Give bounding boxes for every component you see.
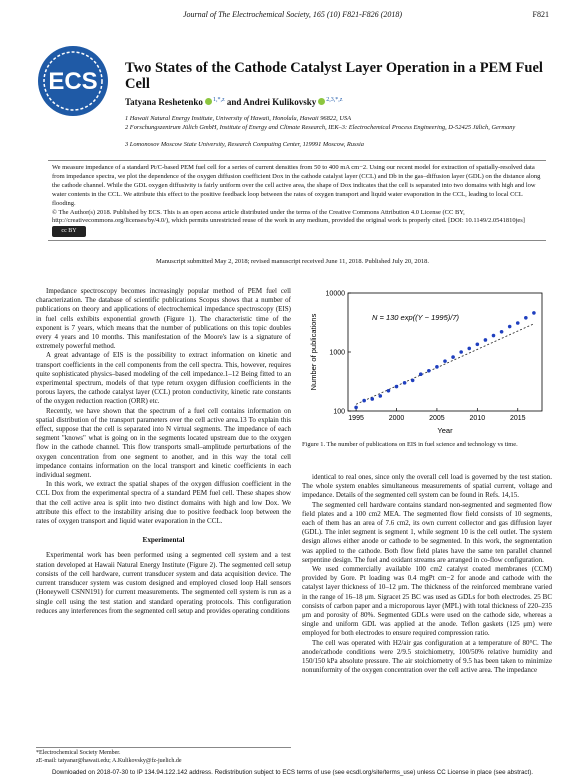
copyright-line[interactable]: © The Author(s) 2018. Published by ECS. This is an open access article distributed under the terms of the Creative Commons Attribution 4.0 License (CC BY, http://creativecommons.org/licenses/by/4.0/), which permits unrestricted reuse of the work in any medium, provided the original work is properly cited. [DOI: 10.1149/2.0541810jes] xyxy=(52,208,525,225)
paragraph: Impedance spectroscopy becomes increasingly popular method of PEM fuel cell characterization. The database of scientific publications Scopus shows that a number of publications on theory and applications of electrochemical impedance spectroscopy (EIS) in fuel cells exhibits exponential growth (Figure 1). The characteristic time of the exponent is 7 years, which means that the number of publications on this topic doubles every 4 years and 10 months. This manifestation of the Moore's law is a signature of extremely powerful method. xyxy=(36,287,291,351)
section-heading-experimental: Experimental xyxy=(142,536,185,545)
paragraph: Recently, we have shown that the spectrum of a fuel cell contains information on spatial distribution of the transport parameters over the cell active area.13 To explain this effect, suppose that the cell is separated into N virtual segments. The impedance of each segment "knows" what is going on in the segments located upstream due to the oxygen flow in the cathode channel. This flow transports small–amplitude perturbations of the oxygen concentration from one segment to another, and in this way the total cell impedance contains information on the local transport and kinetic coefficients in each individual segment. xyxy=(36,406,291,480)
orcid-icon[interactable] xyxy=(318,98,325,105)
author-1-sup: 1,*,z xyxy=(212,97,225,103)
affiliation-2: 2 Forschungszentrum Jülich GmbH, Institute of Energy and Climate Research, IEK–3: Electrochemical Process Engineering, D-52425 Jülich, Germany xyxy=(125,124,516,131)
paragraph: The cell was operated with H2/air gas configuration at a temperature of 80°C. The anode/cathode conditions were 2/9.5 stoichiometry, 100/50% relative humidity and 150/150 kPa absolute pressure. The air stoichiometry of 9.5 has been taken to minimize nonuniformity of the oxygen concentration over the cell active area. The impedance xyxy=(302,638,552,675)
footnote-member: *Electrochemical Society Member. xyxy=(36,750,121,756)
orcid-icon[interactable] xyxy=(205,98,212,105)
x-tick-label: 1995 xyxy=(348,415,364,422)
fit-line xyxy=(356,324,534,405)
data-point xyxy=(403,381,407,385)
data-point xyxy=(370,397,374,401)
paragraph: We used commercially available 100 cm2 catalyst coated membranes (CCM) provided by Gore. Pt loading was 0.4 mgPt cm−2 for anode and cathode with the catalyst layer thickness of 10–12 μm. The thickness of the reinforced membrane varied in the range of 16–18 μm. Sigracet 25 BC was used as GDLs for both electrodes. 25 BC consists of carbon paper and a microporous layer (MPL) with total thickness of 220–235 μm and porosity of 80%. Segmented GDLs were used on the cathode side, whereas a single and uniform GDL was applied at the anode. Teflon gaskets (125 μm) were employed for both electrodes to ensure required compression ratio. xyxy=(302,565,552,638)
y-tick-label: 100 xyxy=(333,408,345,416)
data-point xyxy=(459,350,463,354)
affiliation-1: 1 Hawaii Natural Energy Institute, University of Hawaii, Honolulu, Hawaii 96822, USA xyxy=(125,115,352,122)
logo-text: ECS xyxy=(48,68,98,95)
data-point xyxy=(362,399,366,403)
data-point xyxy=(419,372,423,376)
author-1[interactable]: Tatyana Reshetenko xyxy=(125,97,203,107)
paper-title: Two States of the Cathode Catalyst Layer Operation in a PEM Fuel Cell xyxy=(125,60,543,92)
y-tick-label: 10000 xyxy=(325,290,345,298)
data-point xyxy=(467,347,471,351)
data-point xyxy=(492,334,496,338)
x-tick-label: 2010 xyxy=(469,415,486,422)
y-axis-label: Number of publications xyxy=(309,313,318,391)
left-column xyxy=(36,287,291,616)
affiliation-3: 3 Lomonosov Moscow State University, Research Computing Center, 119991 Moscow, Russia xyxy=(125,141,364,148)
data-point xyxy=(451,355,455,359)
data-point xyxy=(395,385,399,389)
y-tick-label: 1000 xyxy=(329,349,345,357)
abstract xyxy=(48,160,546,241)
data-point xyxy=(516,321,520,325)
submission-dates: Manuscript submitted May 2, 2018; revised manuscript received June 11, 2018. Published July 20, 2018. xyxy=(156,258,429,265)
data-point xyxy=(354,406,358,410)
cc-by-icon[interactable]: cc BY xyxy=(52,226,86,237)
ecs-logo xyxy=(36,44,110,118)
data-point xyxy=(427,369,431,373)
x-tick-label: 2005 xyxy=(429,415,445,422)
publications-chart xyxy=(302,287,552,437)
paragraph: The segmented cell hardware contains standard non-segmented and segmented flow field plates and a 100 cm2 MEA. The segmented flow field consists of 10 segments, each of them has an area of 7.6 cm2, its own current collector and gas diffusion layer (GDL). The inlet segment is segment 1, while segment 10 is the cell outlet. The system design allows either anode or cathode to be segmented. In this work, the segmentation was applied to the cathode. Both flow field plates have the same ten parallel channel serpentine design. The fuel and oxidant streams are arranged in co-flow configuration. xyxy=(302,500,552,564)
x-axis-label: Year xyxy=(437,426,453,435)
right-column xyxy=(302,473,552,675)
data-point xyxy=(524,316,528,320)
data-point xyxy=(500,330,504,334)
author-2-sup: 2,3,*,z xyxy=(326,97,343,103)
footnotes xyxy=(36,747,291,765)
x-tick-label: 2015 xyxy=(509,415,526,422)
journal-header: Journal of The Electrochemical Society, 165 (10) F821-F826 (2018) xyxy=(183,10,402,19)
author-2[interactable]: and Andrei Kulikovsky xyxy=(226,97,317,107)
abstract-text: We measure impedance of a standard Pt/C-based PEM fuel cell for a series of current densities from 50 to 400 mA cm−2. Using our recent model for extraction of spatially-resolved data from impedance spectra, we plot the dependence of the oxygen diffusion coefficient Dox in the cathode catalyst layer (CCL) and Db in the gas–diffusion layer (GDL) on the distance along the cathode channel. While the GDL oxygen diffusivity is fairly uniform over the cell active area, the shape of Dox indicates that the cell is separated into two domains with high and low water contents in the CCL. We attribute this effect to the positive feedback loop between the rates of oxygen transport and liquid water evaporation in the CCL, leading to local CCL flooding. xyxy=(52,164,541,207)
page-number: F821 xyxy=(532,10,549,19)
data-point xyxy=(379,394,383,398)
data-point xyxy=(387,389,391,393)
data-point xyxy=(435,365,439,369)
fit-formula: N = 130 exp((Y − 1995)/7) xyxy=(372,313,459,322)
x-tick-label: 2000 xyxy=(388,415,405,422)
figure-caption: Figure 1. The number of publications on EIS in fuel science and technology vs time. xyxy=(302,441,518,448)
paragraph: A great advantage of EIS is the possibility to extract information on kinetic and transport coefficients in the cell components from the cell spectra. This, however, requires quite sophisticated physics–based modeling of the cell impedance.1–12 Being fitted to an experimental spectrum, models of that type return oxygen diffusion coefficients in the porous layers, the cathode catalyst layer (CCL) proton conductivity, kinetic rate constants of the oxygen reduction reaction (ORR) etc. xyxy=(36,351,291,406)
data-point xyxy=(476,343,480,347)
data-point xyxy=(484,338,488,342)
plot-frame xyxy=(348,293,542,411)
data-point xyxy=(508,325,512,329)
copyright-text xyxy=(52,209,542,238)
footnote-email[interactable]: zE-mail: tatyanar@hawaii.edu; A.Kulikovsky@fz-juelich.de xyxy=(36,757,182,764)
data-point xyxy=(411,379,415,383)
data-point xyxy=(443,359,447,363)
paragraph: In this work, we extract the spatial shapes of the oxygen diffusion coefficient in the CCL Dox from the experimental spectra of a standard PEM fuel cell. These shapes show that the cell active area is split into two distinct domains with high and low Dox. We attribute this effect to the instability arising due to positive feedback loop between the rates of oxygen transport and liquid water evaporation in the CCL. xyxy=(36,480,291,526)
paragraph: Experimental work has been performed using a segmented cell system and a test station developed at Hawaii Natural Energy Institute (Figure 2). The segmented cell setup consists of the cell hardware, current transducer system and data acquisition device. The current transducer system was custom designed and employed closed loop Hall sensors (Honeywell CSNN191) for current measurements. The segmented cell system is run as a single cell using the test station and standard operating protocols. This configuration reduces any interferences from the segmented cell setup and provides operating conditions xyxy=(36,551,291,615)
download-notice: Downloaded on 2018-07-30 to IP 134.94.122.142 address. Redistribution subject to ECS terms of use (see ecsdl.org/site/terms_use) unless CC License in place (see abstract). xyxy=(51,769,534,776)
data-point xyxy=(532,311,536,315)
paragraph: identical to real ones, since only the overall cell load is governed by the test station. The whole system enables simultaneous measurements of spatial current, voltage and impedance. Details of the segmented cell system can be found in Refs. 14,15. xyxy=(302,473,552,500)
authors xyxy=(125,97,342,107)
